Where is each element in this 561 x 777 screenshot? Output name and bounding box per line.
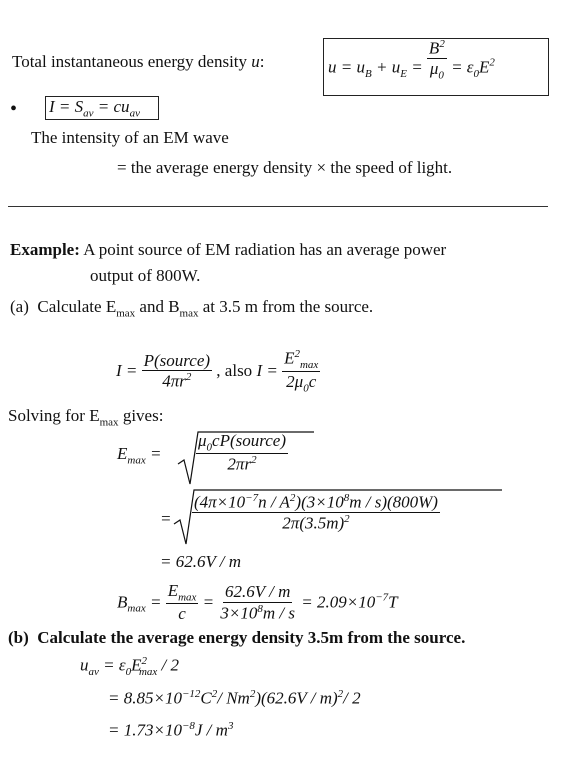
bullet-dot: • — [10, 98, 18, 120]
emax-result: = 62.6V / m — [160, 552, 242, 571]
uav-formula: $u_{av} = \varepsilon_0E^2_{max} / 2$ — [80, 655, 180, 679]
divider-rule — [8, 206, 548, 207]
emax-substitution-fraction: $\frac{(4\pi\times 10^{-7}n / A^2)(3\times 10^8m / s)(800W)}{2\pi(3.5m)^2}$ — [194, 492, 438, 533]
part-b-question: (b) Calculate the average energy density 3.5m from the source. — [8, 628, 466, 647]
energy-density-label: Total instantaneous energy density u: — [12, 52, 265, 71]
emax-substitution-eq: = — [160, 509, 172, 528]
solving-for-emax: Solving for $E_{max}$ gives: — [8, 406, 164, 429]
example-line-1: Example: A point source of EM radiation has an average power — [10, 240, 447, 259]
emax-sqrt-fraction: $\frac{\mu_0cP(source)}{2\pi r^2}$ — [198, 431, 286, 475]
intensity-line-2: = the average energy density × the speed of light. — [117, 158, 453, 177]
part-a-question: (a) Calculate $E_{max}$ and $B_{max}$ at 3.5 m from the source. — [10, 297, 374, 320]
example-line-2: output of 800W. — [90, 266, 201, 285]
uav-result: = $1.73\times 10^{-8}J / m^3$ — [108, 720, 234, 740]
energy-density-formula: $u = u_B + u_E$ = $\frac{B^2}{\mu_0}$ = $\varepsilon_0E^2$ — [328, 38, 495, 82]
uav-substitution: = $8.85\times 10^{-12}C^2/$ Nm$^2$)(62.6V / m)$^2$/ 2 — [108, 688, 361, 708]
emax-formula: $E_{max}$ = — [117, 444, 162, 467]
intensity-formula: $I = S_{av} = cu_{av}$ — [49, 97, 140, 120]
bmax-formula: $B_{max}$ = $\frac{E_{max}}{c}$ = $\frac{62.6V / m}{3\times 10^8m / s}$ = $2.09\times 10^{-7}T$ — [117, 581, 398, 624]
intensity-line-1: The intensity of an EM wave — [31, 128, 229, 147]
intensity-equation: I = $\frac{\text{P(source)}}{4\pi r^2}$ , also I = $\frac{E^2_{max}}{2\mu_0c}$ — [116, 348, 319, 395]
